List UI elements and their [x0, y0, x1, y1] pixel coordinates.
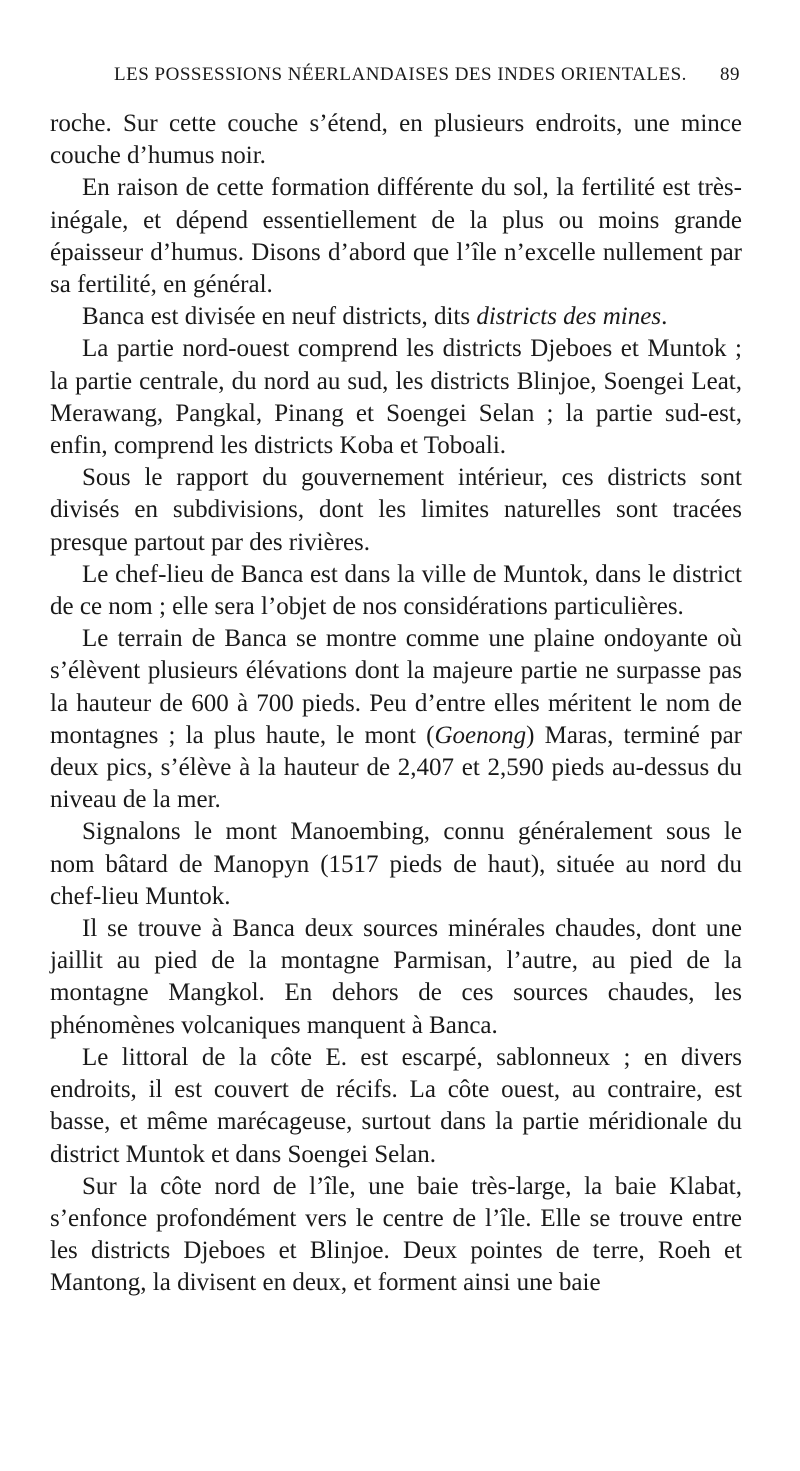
paragraph-text: ) Maras, terminé par deux pics, s’élève à la hauteur de 2,407 et 2,590 pieds au-dessus du niveau de la mer.	[50, 721, 743, 814]
paragraph-text: Signalons le mont Manoembing, connu généralement sous le nom bâtard de Manopyn (1517 pieds de haut), située au nord du chef-lieu Muntok.	[50, 818, 742, 910]
paragraph-text: .	[661, 303, 668, 331]
paragraph-text: Banca est divisée en neuf districts, dits	[82, 303, 477, 331]
paragraph-districts	[50, 301, 742, 333]
paragraph-text: Il se trouve à Banca deux sources minérales chaudes, dont une jaillit au pied de la montagne Parmisan, l’autre, au pied de la montagne Mangkol. En dehors de ces sources chaudes, les phénomènes volcaniques manquent à Banca.	[50, 915, 742, 1039]
body-text	[50, 108, 742, 1300]
paragraph-text: Sur la côte nord de l’île, une baie très-large, la baie Klabat, s’enfonce profondément vers le centre de l’île. Elle se trouve entre les districts Djeboes et Blinjoe. Deux pointes de terre, Roeh et Mantong, la divisent en deux, et forment ainsi une baie	[50, 1172, 742, 1297]
emphasis-goenong: Goenong	[434, 721, 527, 749]
paragraph-fertility	[50, 172, 742, 301]
paragraph-littoral	[50, 1042, 742, 1171]
page-number: 89	[720, 64, 740, 85]
emphasis-districts-des-mines: districts des mines	[476, 303, 662, 331]
paragraph-district-list	[50, 333, 742, 462]
paragraph-text: Le littoral de la côte E. est escarpé, sablonneux ; en divers endroits, il est couvert de récifs. La côte ouest, au contraire, est basse, et même marécageuse, surtout dans la partie méridionale du district Muntok et dans Soengei Selan.	[50, 1043, 742, 1168]
paragraph-text: Sous le rapport du gouvernement intérieur, ces districts sont divisés en subdivisions, dont les limites naturelles sont tracées presque partout par des rivières.	[50, 464, 742, 556]
paragraph-manoembing	[50, 816, 742, 913]
paragraph-terrain	[50, 623, 742, 816]
paragraph-text: La partie nord-ouest comprend les districts Djeboes et Muntok ; la partie centrale, du nord au sud, les districts Blinjoe, Soengei Leat, Merawang, Pangkal, Pinang et Soengei Selan ; la partie sud-est, enfin, comprend les districts Koba et Toboali.	[50, 335, 742, 460]
paragraph-klabat-bay	[50, 1171, 742, 1300]
running-title: LES POSSESSIONS NÉERLANDAISES DES INDES ORIENTALES.	[114, 64, 687, 85]
paragraph-text: Le chef-lieu de Banca est dans la ville de Muntok, dans le district de ce nom ; elle sera l’objet de nos considérations particulières.	[50, 560, 742, 621]
paragraph-humus	[50, 108, 742, 172]
paragraph-text: Le terrain de Banca se montre comme une plaine ondoyante où s’élèvent plusieurs élévations dont la majeure partie ne surpasse pas la hauteur de 600 à 700 pieds. Peu d’entre elles méritent le nom de montagnes ; la plus haute, le mont (	[50, 625, 742, 749]
paragraph-subdivisions	[50, 462, 742, 559]
paragraph-text: En raison de cette formation différente du sol, la fertilité est très-inégale, et dépend essentiellement de la plus ou moins grande épaisseur d’humus. Disons d’abord que l’île n’excelle nullement par sa fertilité, en général.	[50, 174, 742, 299]
paragraph-chef-lieu	[50, 559, 742, 623]
running-head	[100, 64, 740, 94]
paragraph-hot-springs	[50, 913, 742, 1042]
paragraph-text: roche. Sur cette couche s’étend, en plusieurs endroits, une mince couche d’humus noir.	[50, 110, 742, 170]
